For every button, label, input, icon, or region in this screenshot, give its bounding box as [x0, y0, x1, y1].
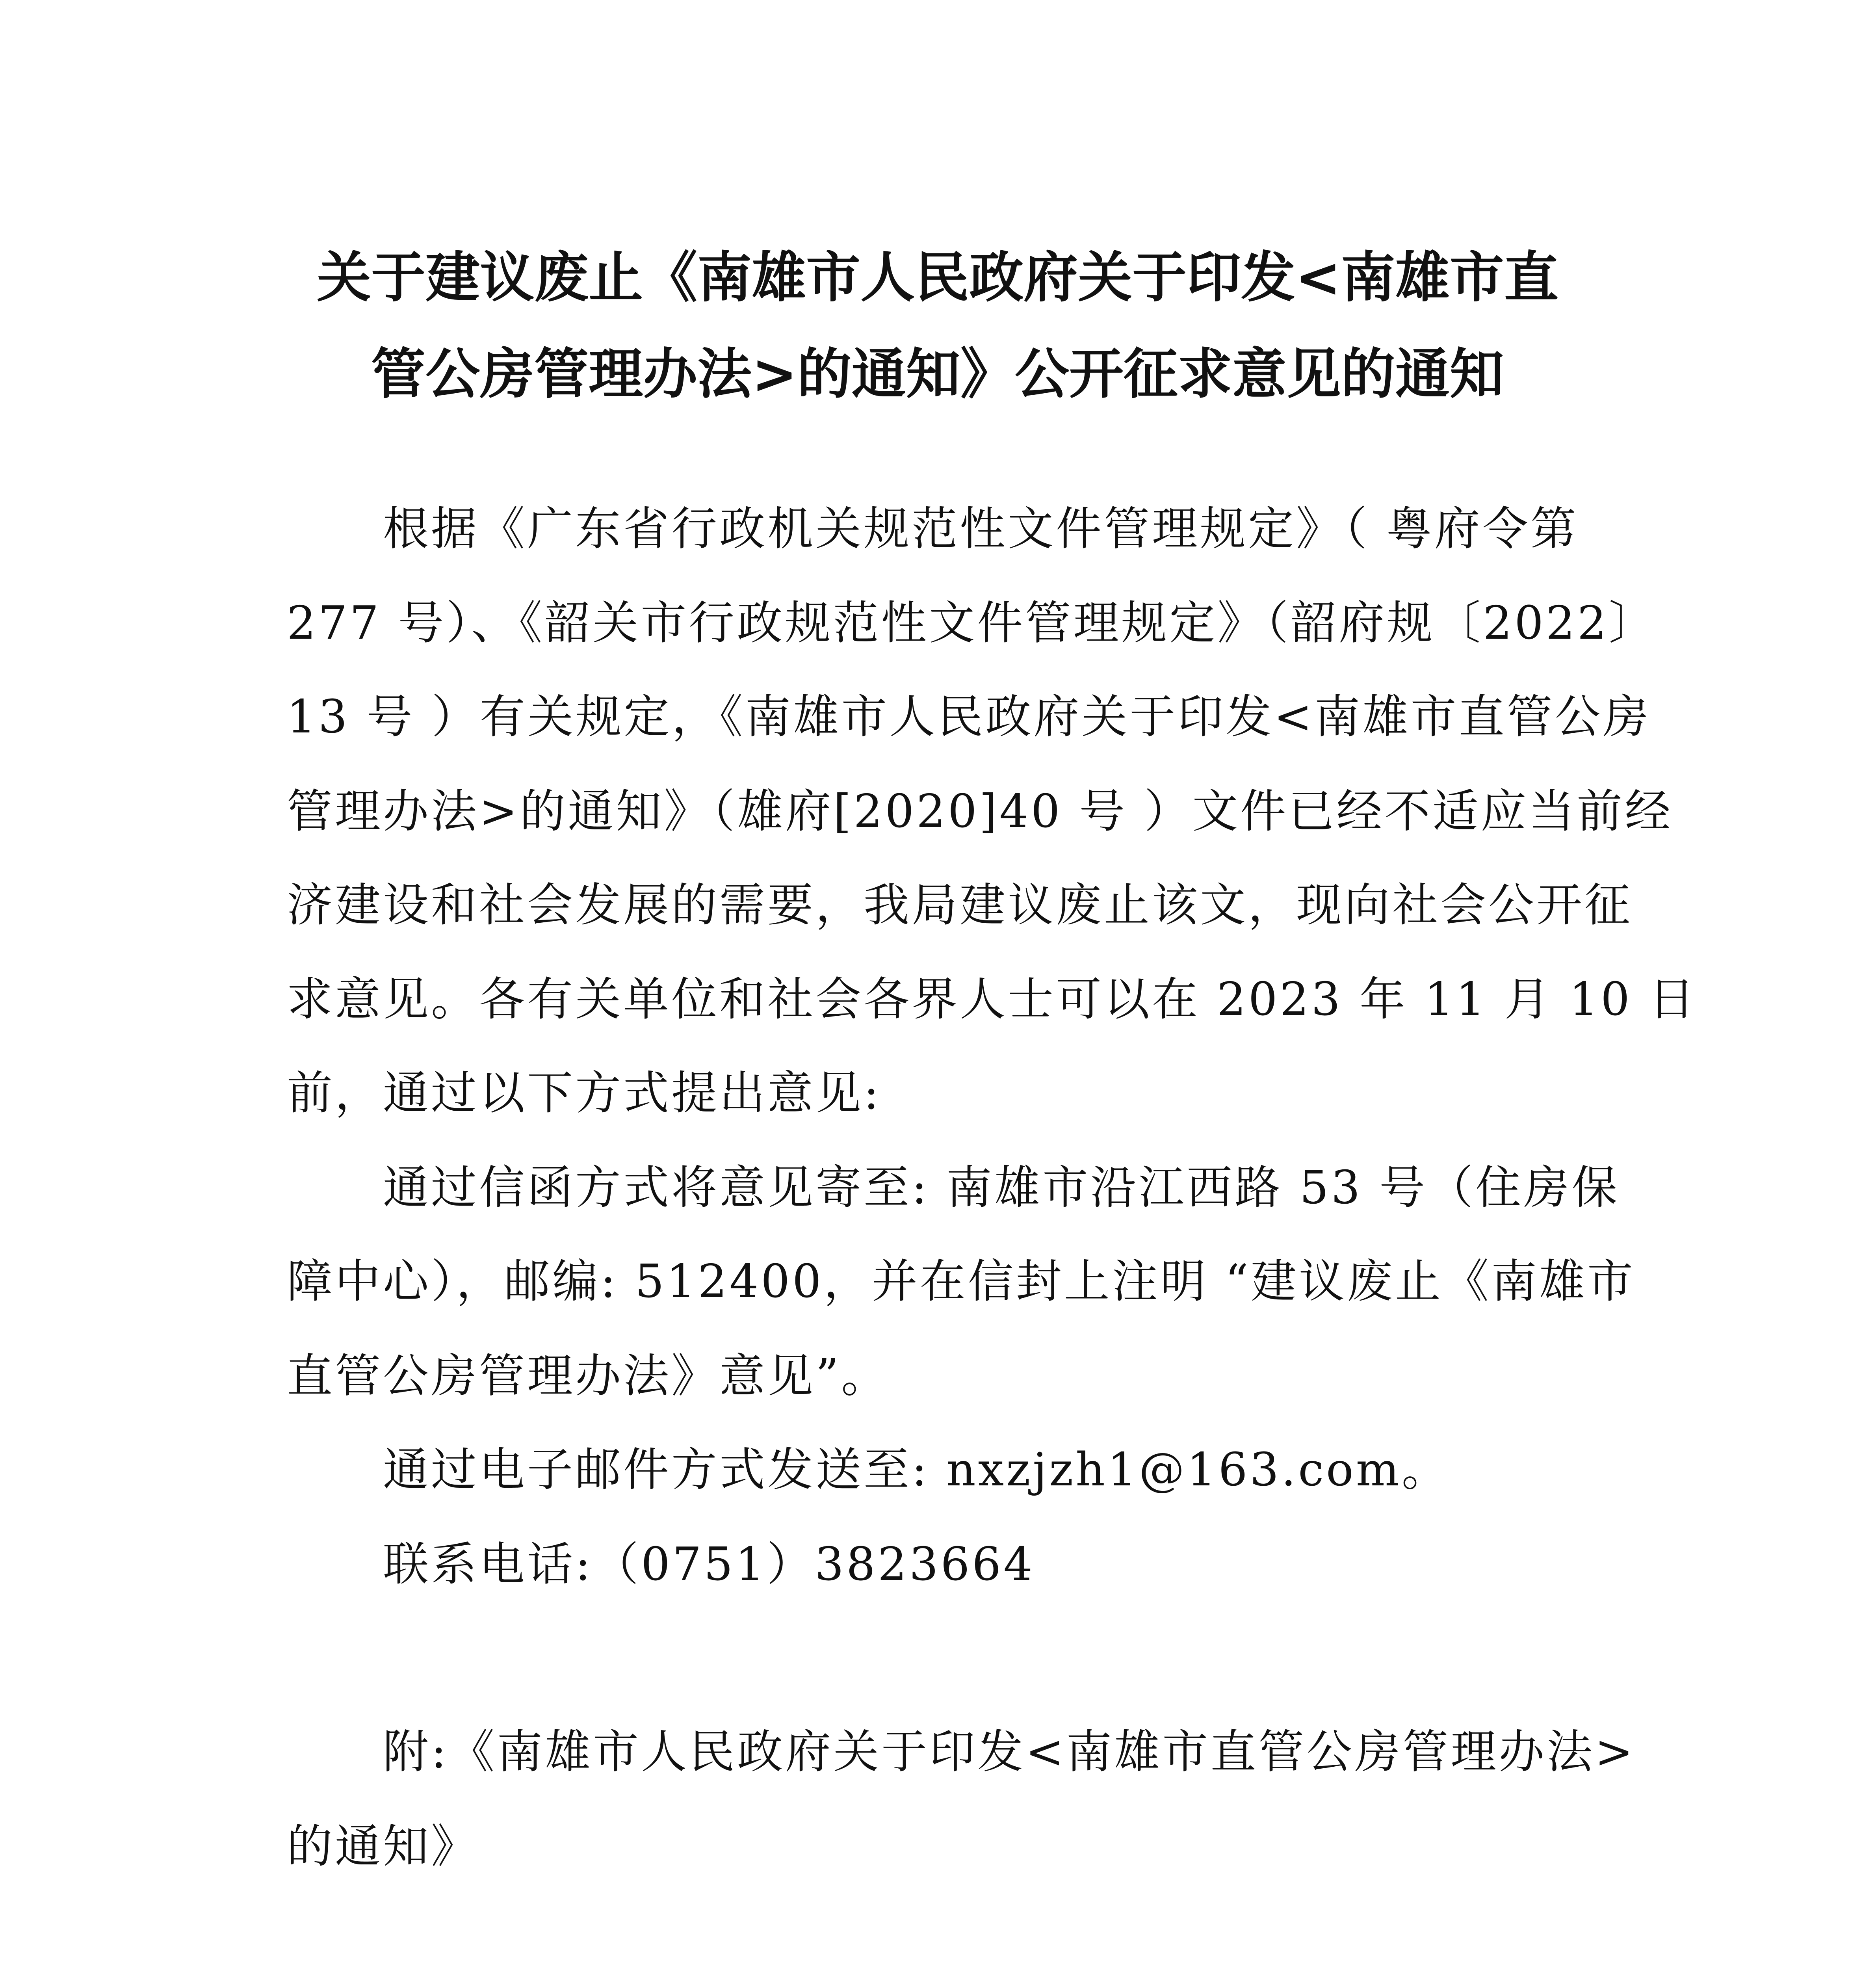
body-line: 根据《广东省行政机关规范性文件管理规定》（ 粤府令第	[383, 502, 1579, 556]
body-line: 前，通过以下方式提出意见:	[287, 1067, 882, 1120]
body-line: 管理办法>的通知》（雄府[2020]40 号 ）文件已经不适应当前经	[287, 785, 1673, 838]
attachment-line-1: 附:《南雄市人民政府关于印发<南雄市直管公房管理办法>	[383, 1725, 1636, 1779]
attachment-line-2: 的通知》	[287, 1820, 479, 1873]
body-line: 求意见。各有关单位和社会各界人士可以在 2023 年 11 月 10 日	[287, 973, 1697, 1026]
body-line: 通过信函方式将意见寄至: 南雄市沿江西路 53 号（住房保	[383, 1161, 1620, 1214]
body-line: 障中心），邮编: 512400，并在信封上注明 “建议废止《南雄市	[287, 1255, 1635, 1308]
body-line: 277 号）、《韶关市行政规范性文件管理规定》（韶府规〔2022〕	[287, 597, 1657, 650]
phone-line: 联系电话:（0751）3823664	[383, 1538, 1035, 1591]
document-title-line-1: 关于建议废止《南雄市人民政府关于印发<南雄市直	[317, 246, 1558, 309]
document-title-line-2: 管公房管理办法>的通知》公开征求意见的通知	[371, 342, 1504, 406]
body-line: 直管公房管理办法》意见”。	[287, 1349, 890, 1403]
body-line: 济建设和社会发展的需要，我局建议废止该文，现向社会公开征	[287, 879, 1633, 932]
body-line: 13 号 ）有关规定，《南雄市人民政府关于印发<南雄市直管公房	[287, 690, 1651, 743]
email-line: 通过电子邮件方式发送至: nxzjzh1@163.com。	[383, 1443, 1450, 1496]
